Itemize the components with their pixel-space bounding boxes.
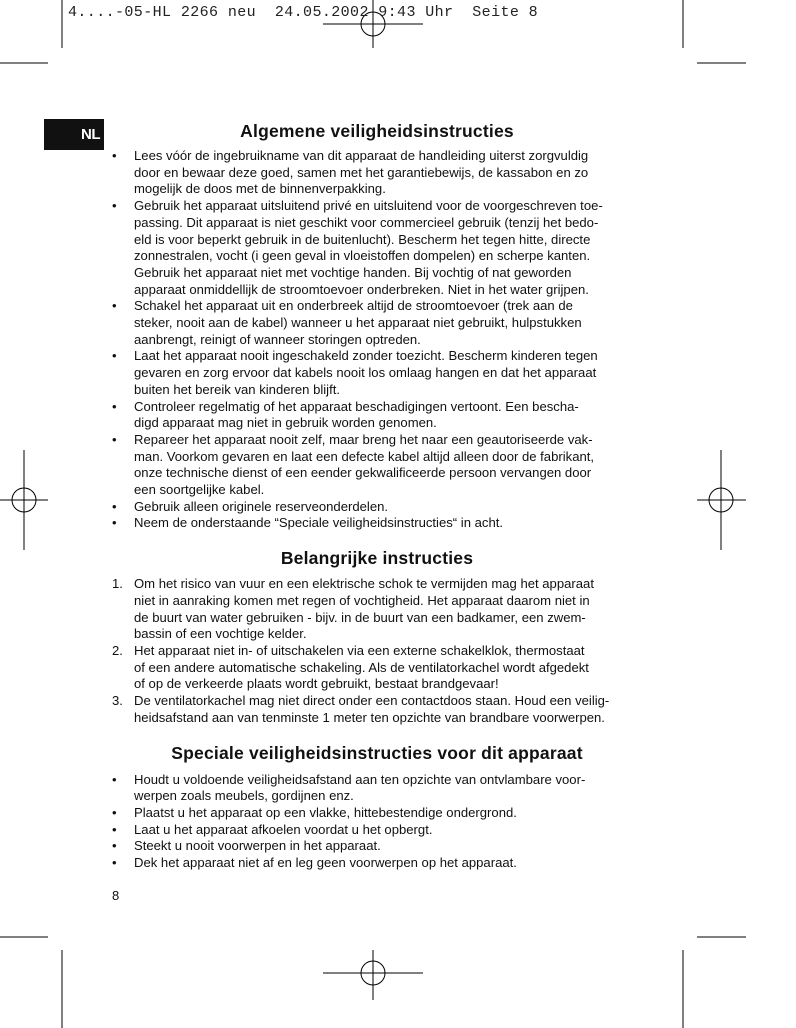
bullet-icon: • — [112, 398, 117, 414]
list-item — [112, 822, 642, 839]
special-safety-list — [112, 772, 642, 872]
text-line: Controleer regelmatig of het apparaat beschadigingen vertoont. Een bescha- — [134, 398, 579, 414]
bullet-icon: • — [112, 298, 117, 314]
bullet-icon: • — [112, 198, 117, 214]
section-title-important: Belangrijke instructies — [280, 548, 474, 569]
text-line: Dek het apparaat niet af en leg geen voorwerpen op het apparaat. — [134, 855, 517, 871]
numbered-item — [112, 643, 642, 693]
list-item — [112, 148, 642, 198]
bullet-icon: • — [112, 804, 117, 820]
text-line: Repareer het apparaat nooit zelf, maar breng het naar een geautoriseerde vak- — [134, 431, 593, 447]
section-title-general: Algemene veiligheidsinstructies — [240, 121, 514, 141]
text-line: steker, nooit aan de kabel) wanneer u het apparaat niet gebruikt, hulpstukken — [134, 315, 582, 331]
bullet-icon: • — [112, 515, 117, 531]
section-title-special: Speciale veiligheidsinstructies voor dit apparaat — [171, 742, 583, 763]
list-item — [112, 399, 642, 432]
text-line: Houdt u voldoende veiligheidsafstand aan ten opzichte van ontvlambare voor- — [134, 771, 586, 787]
bullet-icon: • — [112, 855, 117, 871]
important-instructions-list — [112, 576, 642, 726]
list-item — [112, 805, 642, 822]
item-number: 3. — [112, 693, 123, 709]
numbered-item — [112, 693, 642, 726]
text-line: werpen zoals meubels, gordijnen enz. — [134, 788, 354, 804]
text-line: Om het risico van vuur en een elektrische schok te vermijden mag het apparaat — [134, 576, 594, 592]
text-line: of een andere automatische schakeling. Als de ventilatorkachel wordt afgedekt — [134, 659, 589, 675]
text-line: eld is voor beperkt gebruik in de buitenlucht). Bescherm het tegen hitte, directe — [134, 231, 591, 247]
item-number: 2. — [112, 642, 123, 658]
text-line: Het apparaat niet in- of uitschakelen via een externe schakelklok, thermostaat — [134, 642, 585, 658]
general-safety-list — [112, 148, 642, 532]
item-number: 1. — [112, 576, 123, 592]
list-item — [112, 499, 642, 516]
bullet-icon: • — [112, 148, 117, 163]
text-line: bassin of een vochtige kelder. — [134, 626, 307, 642]
text-line: Schakel het apparaat uit en onderbreek altijd de stroomtoevoer (trek aan de — [134, 298, 573, 314]
text-line: niet in aanraking komen met regen of vochtigheid. Het apparaat daarom niet in — [134, 592, 590, 608]
text-line: De ventilatorkachel mag niet direct onder een contactdoos staan. Houd een veilig- — [134, 693, 610, 709]
bullet-icon: • — [112, 498, 117, 514]
document-body — [112, 120, 642, 872]
text-line: Lees vóór de ingebruikname van dit apparaat de handleiding uiterst zorgvuldig — [134, 148, 589, 163]
bullet-icon: • — [112, 771, 117, 787]
list-item — [112, 198, 642, 298]
text-line: Laat u het apparaat afkoelen voordat u het opbergt. — [134, 821, 433, 837]
text-line: de buurt van water gebruiken - bijv. in de buurt van een badkamer, een zwem- — [134, 609, 586, 625]
numbered-item — [112, 576, 642, 643]
text-line: passing. Dit apparaat is niet geschikt voor commercieel gebruik (tenzij het bedo- — [134, 214, 599, 230]
bullet-icon: • — [112, 821, 117, 837]
text-line: onze technische dienst of een eender gekwalificeerde persoon vervangen door — [134, 465, 592, 481]
list-item — [112, 515, 642, 532]
text-line: heidsafstand aan van tenminste 1 meter ten opzichte van brandbare voorwerpen. — [134, 709, 605, 725]
text-line: Laat het apparaat nooit ingeschakeld zonder toezicht. Bescherm kinderen tegen — [134, 348, 598, 364]
list-item — [112, 772, 642, 805]
text-line: man. Voorkom gevaren en laat een defecte kabel altijd alleen door de fabrikant, — [134, 448, 595, 464]
language-tab: NL — [44, 119, 104, 150]
registration-mark-bottom — [323, 950, 423, 1000]
text-line: Neem de onderstaande “Speciale veiligheidsinstructies“ in acht. — [134, 515, 504, 531]
list-item — [112, 855, 642, 872]
registration-mark-right — [697, 450, 746, 550]
text-line: Gebruik alleen originele reserveonderdelen. — [134, 498, 389, 514]
list-item — [112, 432, 642, 499]
text-line: buiten het bereik van kinderen blijft. — [134, 381, 340, 397]
registration-mark-left — [0, 450, 48, 550]
page-number: 8 — [112, 888, 120, 903]
text-line: mogelijk de doos met de binnenverpakking. — [134, 181, 386, 197]
text-line: gevaren en zorg ervoor dat kabels nooit los omlaag hangen en dat het apparaat — [134, 365, 597, 381]
text-line: Steekt u nooit voorwerpen in het apparaat. — [134, 838, 381, 854]
bullet-icon: • — [112, 348, 117, 364]
text-line: of op de verkeerde plaats wordt gebruikt, bestaat brandgevaar! — [134, 676, 499, 692]
list-item — [112, 348, 642, 398]
text-line: Gebruik het apparaat niet met vochtige handen. Bij vochtig of nat geworden — [134, 264, 572, 280]
text-line: Gebruik het apparaat uitsluitend privé en uitsluitend voor de voorgeschreven toe- — [134, 198, 603, 214]
bullet-icon: • — [112, 838, 117, 854]
bullet-icon: • — [112, 431, 117, 447]
list-item — [112, 838, 642, 855]
text-line: zonnestralen, vocht (i geen geval in vloeistoffen dompelen) en scherpe kanten. — [134, 248, 591, 264]
text-line: aanbrengt, reinigt of wanneer storingen optreden. — [134, 331, 421, 347]
text-line: digd apparaat mag niet in gebruik worden genomen. — [134, 415, 437, 431]
text-line: door en bewaar deze goed, samen met het garantiebewijs, de kassabon en zo — [134, 164, 589, 180]
text-line: Plaatst u het apparaat op een vlakke, hittebestendige ondergrond. — [134, 804, 517, 820]
print-header: 4....-05-HL 2266 neu 24.05.2002 9:43 Uhr Seite 8 — [68, 4, 539, 21]
text-line: een soortgelijke kabel. — [134, 482, 265, 498]
list-item — [112, 298, 642, 348]
text-line: apparaat onmiddellijk de stroomtoevoer onderbreken. Niet in het water grijpen. — [134, 281, 589, 297]
